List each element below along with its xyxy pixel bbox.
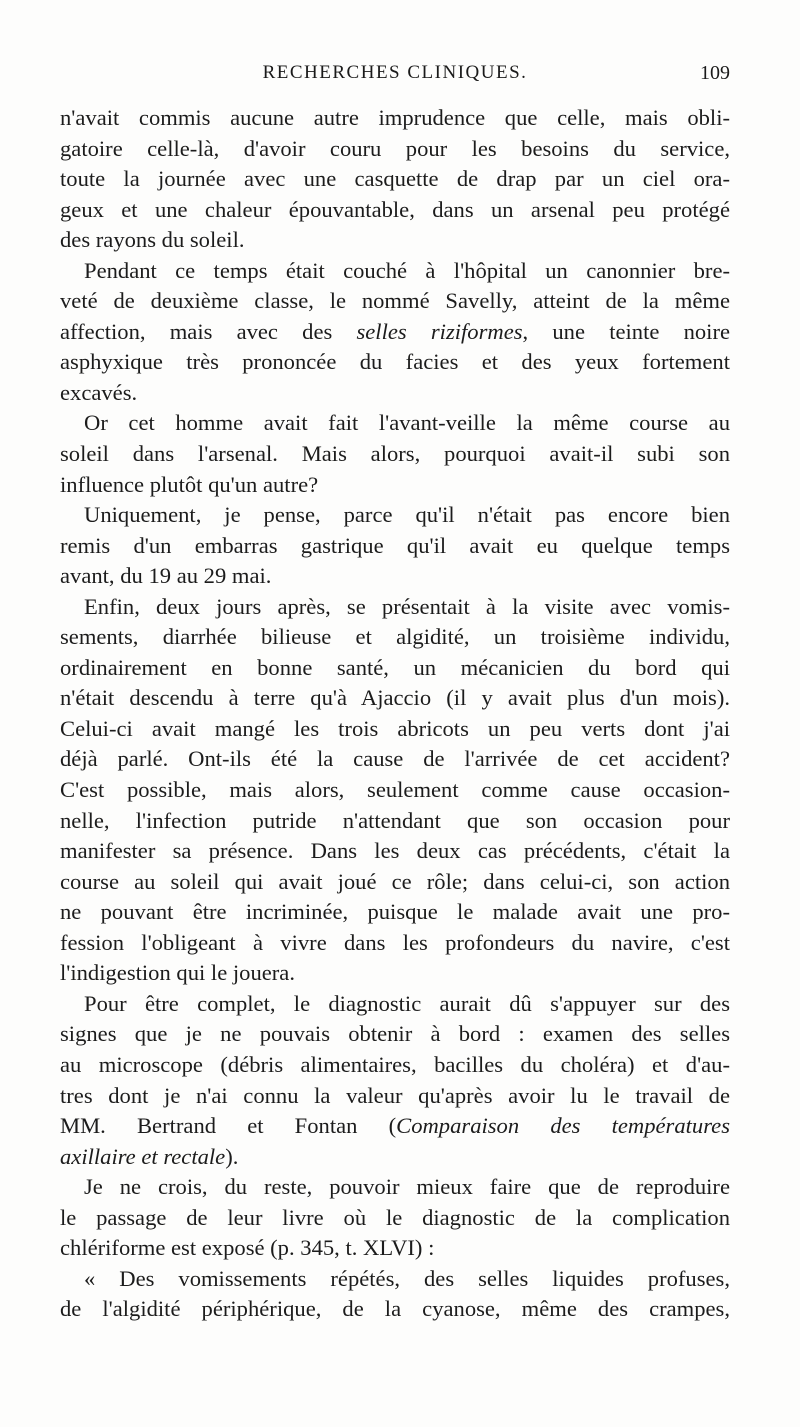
text-span: , une teinte noire [522, 318, 730, 344]
text-line: Pour être complet, le diagnostic aurait dû s'appuyer sur des [84, 990, 730, 1016]
text-line: n'était descendu à terre qu'à Ajaccio (il y avait plus d'un mois). [60, 685, 730, 711]
text-line: toute la journée avec une casquette de drap par un ciel ora- [60, 166, 730, 192]
running-head: RECHERCHES CLINIQUES. [262, 62, 528, 83]
text-line: sements, diarrhée bilieuse et algidité, un troisième individu, [60, 624, 730, 650]
text-line: n'avait commis aucune autre imprudence que celle, mais obli- [60, 105, 730, 130]
text-line: asphyxique très prononcée du facies et des yeux fortement [60, 349, 730, 375]
text-line: excavés. [60, 379, 138, 405]
text-line [60, 317, 730, 348]
text-span: MM. Bertrand et Fontan ( [60, 1113, 397, 1139]
italic-term: selles riziformes [356, 318, 523, 344]
text-span: ). [225, 1143, 239, 1169]
body-text [60, 103, 730, 1325]
text-span: affection, mais avec des [60, 318, 357, 344]
text-line: le passage de leur livre où le diagnostic de la complication [60, 1204, 730, 1230]
text-line [60, 1111, 730, 1142]
text-line [60, 1142, 730, 1173]
text-line: l'indigestion qui le jouera. [60, 960, 295, 986]
page-header [60, 62, 730, 90]
text-line: tres dont je n'ai connu la valeur qu'après avoir lu le travail de [60, 1082, 730, 1108]
text-line: Je ne crois, du reste, pouvoir mieux faire que de reproduire [84, 1174, 730, 1200]
text-line: fession l'obligeant à vivre dans les profondeurs du navire, c'est [60, 929, 730, 955]
text-line: influence plutôt qu'un autre? [60, 471, 319, 497]
text-line: soleil dans l'arsenal. Mais alors, pourquoi avait-il subi son [60, 441, 730, 467]
text-line: veté de deuxième classe, le nommé Savelly, atteint de la même [60, 288, 730, 314]
text-line: « Des vomissements répétés, des selles liquides profuses, [84, 1265, 730, 1291]
italic-title: Comparaison des températures [396, 1113, 730, 1139]
text-line: Enfin, deux jours après, se présentait à la visite avec vomis- [84, 593, 730, 619]
text-line: de l'algidité périphérique, de la cyanose, même des crampes, [60, 1296, 730, 1322]
text-line: chlériforme est exposé (p. 345, t. XLVI) : [60, 1235, 435, 1261]
text-line: gatoire celle-là, d'avoir couru pour les besoins du service, [60, 135, 730, 161]
text-line: remis d'un embarras gastrique qu'il avait eu quelque temps [60, 532, 730, 558]
text-line: au microscope (débris alimentaires, bacilles du choléra) et d'au- [60, 1051, 730, 1077]
page-number: 109 [700, 62, 730, 84]
text-line: Celui-ci avait mangé les trois abricots un peu verts dont j'ai [60, 715, 730, 741]
text-line: déjà parlé. Ont-ils été la cause de l'arrivée de cet accident? [60, 746, 730, 772]
text-line: ne pouvant être incriminée, puisque le malade avait une pro- [60, 899, 730, 925]
text-line: geux et une chaleur épouvantable, dans un arsenal peu protégé [60, 196, 730, 222]
text-line: Pendant ce temps était couché à l'hôpital un canonnier bre- [84, 257, 730, 283]
text-line: nelle, l'infection putride n'attendant que son occasion pour [60, 807, 730, 833]
text-line: course au soleil qui avait joué ce rôle; dans celui-ci, son action [60, 868, 730, 894]
italic-title: axillaire et rectale [60, 1143, 226, 1169]
text-line: signes que je ne pouvais obtenir à bord : examen des selles [60, 1021, 730, 1047]
text-line: C'est possible, mais alors, seulement comme cause occasion- [60, 777, 730, 803]
text-line: Or cet homme avait fait l'avant-veille la même course au [84, 410, 730, 436]
text-line: ordinairement en bonne santé, un mécanicien du bord qui [60, 654, 730, 680]
text-line: manifester sa présence. Dans les deux cas précédents, c'était la [60, 838, 730, 864]
text-line: Uniquement, je pense, parce qu'il n'était pas encore bien [84, 502, 730, 528]
text-line: avant, du 19 au 29 mai. [60, 563, 272, 589]
text-line: des rayons du soleil. [60, 227, 245, 253]
